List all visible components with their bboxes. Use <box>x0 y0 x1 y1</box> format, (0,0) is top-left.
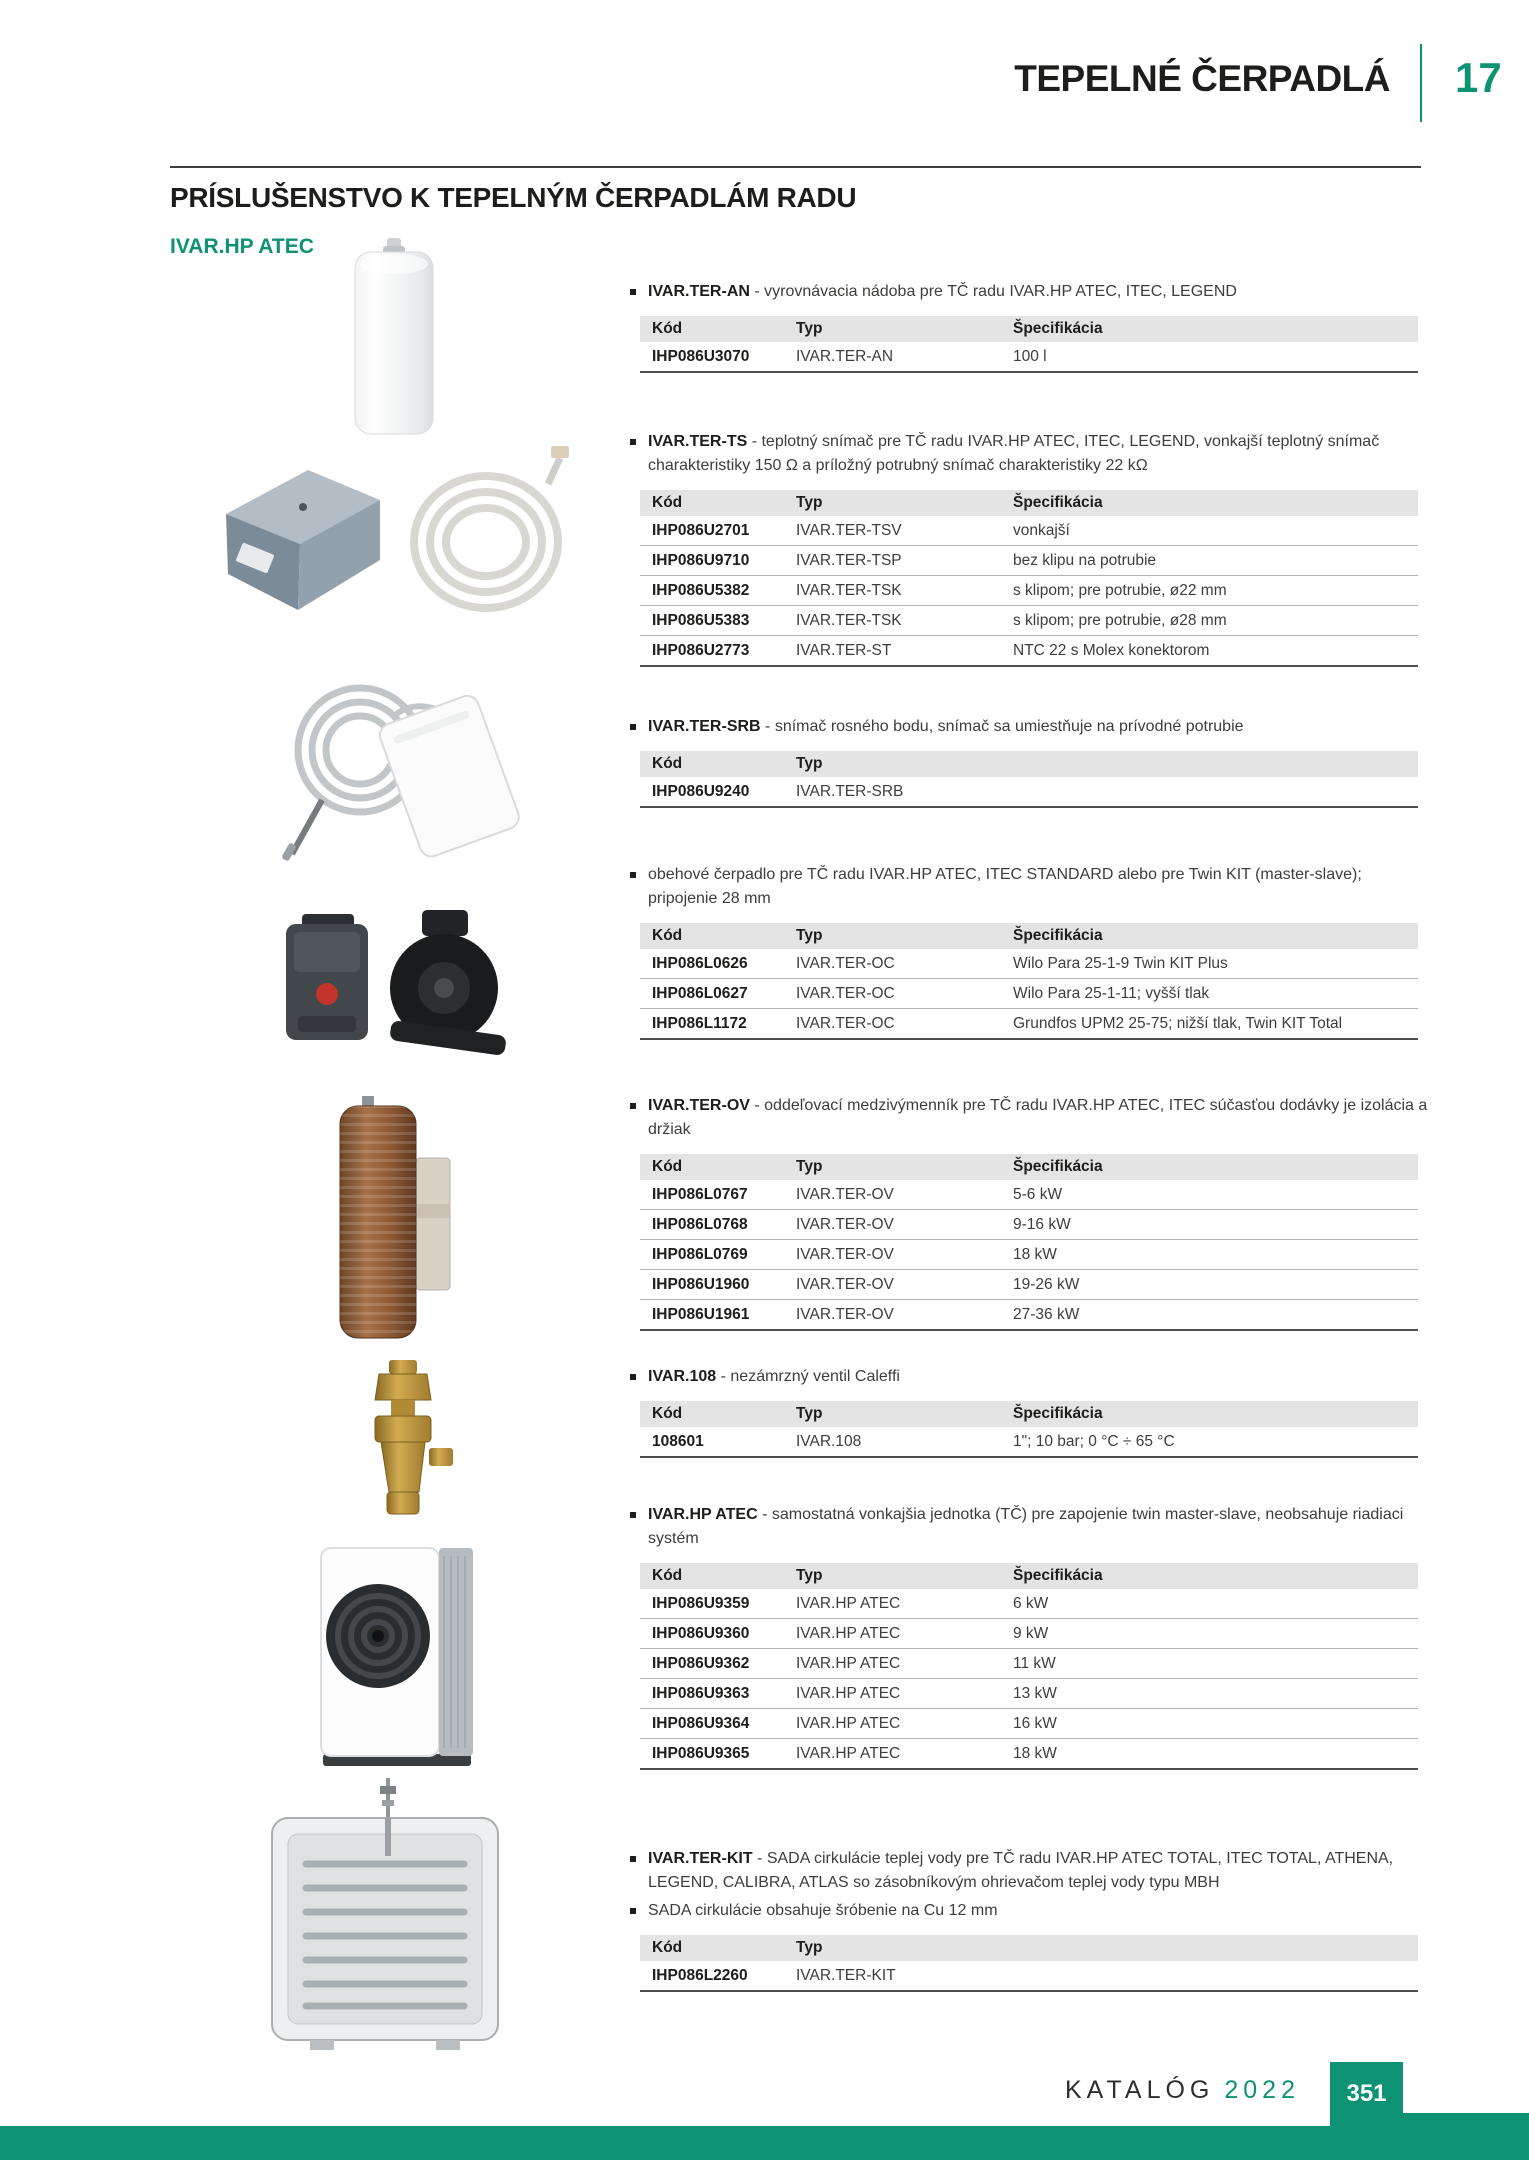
cell-type: IVAR.HP ATEC <box>796 1709 1013 1739</box>
cell-type: IVAR.HP ATEC <box>796 1679 1013 1709</box>
table-row <box>640 1180 1418 1210</box>
spec-table <box>640 316 1418 373</box>
bullet-item <box>628 1847 1428 1895</box>
bullet-item <box>628 280 1428 304</box>
table-row <box>640 949 1418 979</box>
spec-table <box>640 490 1418 667</box>
bullet-text: - teplotný snímač pre TČ radu IVAR.HP ATEC, ITEC, LEGEND, vonkajší teplotný snímač charakteristiky 150 Ω a príložný potrubný snímač charakteristiky 22 kΩ <box>648 433 1380 474</box>
column-header: Kód <box>640 490 796 516</box>
cell-type: IVAR.TER-OV <box>796 1305 894 1323</box>
bullet-list <box>628 430 1428 478</box>
table-row <box>640 636 1418 667</box>
table-row <box>640 1300 1418 1331</box>
series-name: IVAR.HP ATEC <box>170 235 314 258</box>
table-header-row <box>640 1401 1418 1427</box>
table-row <box>640 979 1418 1009</box>
cell-code: IHP086L0626 <box>640 949 796 979</box>
section-ter-kit <box>628 1847 1428 1992</box>
column-header: Typ <box>796 923 1013 949</box>
cell-spec: 100 l <box>1013 347 1047 365</box>
column-header: Kód <box>640 923 796 949</box>
cell-type: IVAR.TER-TSK <box>796 576 1013 606</box>
bullet-text: obehové čerpadlo pre TČ radu IVAR.HP ATEC, ITEC STANDARD alebo pre Twin KIT (master-slave); pripojenie 28 mm <box>648 866 1362 907</box>
cell-type: IVAR.TER-KIT <box>796 1966 896 1984</box>
cell-spec: 13 kW <box>1013 1679 1418 1709</box>
page-number: 351 <box>1346 2080 1387 2107</box>
catalog-label: KATALÓG <box>1064 2076 1215 2104</box>
section-ter-ts <box>628 430 1428 667</box>
spec-table <box>640 923 1418 1040</box>
spec-table <box>640 1154 1418 1331</box>
column-header: Typ <box>796 316 1013 342</box>
bullet-text: - snímač rosného bodu, snímač sa umiestňuje na prívodné potrubie <box>760 718 1244 735</box>
footer-catalog <box>1065 2076 1300 2105</box>
bullet-text: - samostatná vonkajšia jednotka (TČ) pre zapojenie twin master-slave, neobsahuje riadiaci systém <box>648 1506 1404 1547</box>
cell-code: IHP086U1961 <box>652 1305 750 1323</box>
bullet-item <box>628 1899 1428 1923</box>
product-name-lead: IVAR.TER-SRB <box>648 718 761 735</box>
cell-type: IVAR.TER-TSP <box>796 546 1013 576</box>
column-header: Kód <box>640 1935 796 1961</box>
cell-type: IVAR.HP ATEC <box>796 1589 1013 1619</box>
cell-code: IHP086U9240 <box>652 782 750 800</box>
footer-bar <box>0 2126 1529 2160</box>
table-header-row <box>640 751 1418 777</box>
table-row <box>640 777 1418 807</box>
cell-code: IHP086U5383 <box>640 606 796 636</box>
cell-type: IVAR.TER-OV <box>796 1270 1013 1300</box>
cell-code: IHP086U9360 <box>640 1619 796 1649</box>
table-row <box>640 342 1418 372</box>
separation-heat-exchanger-image <box>332 1096 462 1355</box>
bullet-item <box>628 430 1428 478</box>
table-header-row <box>640 1154 1418 1180</box>
table-header-row <box>640 923 1418 949</box>
cell-code: IHP086L0767 <box>640 1180 796 1210</box>
section-ter-ov <box>628 1094 1428 1331</box>
cell-type: IVAR.TER-ST <box>796 641 892 659</box>
table-row <box>640 516 1418 546</box>
expansion-tank-image <box>352 238 436 441</box>
column-header: Kód <box>640 316 796 342</box>
dew-point-sensor-image <box>272 658 522 873</box>
cell-spec: 5-6 kW <box>1013 1180 1418 1210</box>
table-header-row <box>640 316 1418 342</box>
cell-type: IVAR.108 <box>796 1432 862 1450</box>
table-row <box>640 546 1418 576</box>
table-row <box>640 1240 1418 1270</box>
cell-spec: 27-36 kW <box>1013 1305 1080 1323</box>
storage-tank-cutaway-image <box>250 1778 520 2058</box>
cell-type: IVAR.TER-OV <box>796 1210 1013 1240</box>
chapter-number: 17 <box>1455 54 1502 101</box>
column-header: Typ <box>796 1401 1013 1427</box>
bullet-item <box>628 863 1428 911</box>
cell-spec: Wilo Para 25-1-11; vyšší tlak <box>1013 979 1418 1009</box>
column-header: Kód <box>640 1563 796 1589</box>
cell-type: IVAR.TER-OC <box>796 979 1013 1009</box>
bullet-list <box>628 1503 1428 1551</box>
table-header-row <box>640 490 1418 516</box>
cell-code: IHP086U5382 <box>640 576 796 606</box>
cell-type: IVAR.TER-TSK <box>796 606 1013 636</box>
anti-freeze-valve-image <box>349 1360 457 1525</box>
column-header: Špecifikácia <box>1013 1563 1418 1589</box>
sensor-cable-coil-image <box>398 444 576 629</box>
header-rule <box>170 166 1421 168</box>
table-row <box>640 1270 1418 1300</box>
cell-spec: s klipom; pre potrubie, ø22 mm <box>1013 576 1418 606</box>
cell-code: 108601 <box>652 1432 704 1450</box>
table-row <box>640 1009 1418 1040</box>
cell-spec: 6 kW <box>1013 1589 1418 1619</box>
cell-type: IVAR.HP ATEC <box>796 1744 901 1762</box>
cell-spec: 19-26 kW <box>1013 1270 1418 1300</box>
cell-type: IVAR.TER-AN <box>796 347 894 365</box>
cell-spec: 9-16 kW <box>1013 1210 1418 1240</box>
cell-spec: 18 kW <box>1013 1744 1057 1762</box>
column-header: Typ <box>796 1563 1013 1589</box>
table-row <box>640 1210 1418 1240</box>
section-ter-oc <box>628 863 1428 1040</box>
column-header: Špecifikácia <box>1013 923 1418 949</box>
column-header: Typ <box>796 1154 1013 1180</box>
column-header: Špecifikácia <box>1013 1401 1418 1427</box>
chapter-divider <box>1420 44 1422 122</box>
table-row <box>640 1589 1418 1619</box>
cell-spec: vonkajší <box>1013 516 1418 546</box>
cell-spec: 11 kW <box>1013 1649 1418 1679</box>
product-name-lead: IVAR.TER-KIT <box>648 1850 753 1867</box>
section-ivar-108 <box>628 1365 1428 1458</box>
cell-type: IVAR.HP ATEC <box>796 1649 1013 1679</box>
cell-code: IHP086L0768 <box>640 1210 796 1240</box>
column-header: Špecifikácia <box>1013 490 1418 516</box>
cell-type: IVAR.TER-TSV <box>796 516 1013 546</box>
cell-spec: 9 kW <box>1013 1619 1418 1649</box>
bullet-text: - SADA cirkulácie teplej vody pre TČ radu IVAR.HP ATEC TOTAL, ITEC TOTAL, ATHENA, LEGEND, CALIBRA, ATLAS so zásobníkovým ohrievačom teplej vody typu MBH <box>648 1850 1394 1891</box>
page-number-box <box>1330 2062 1403 2126</box>
cell-spec: NTC 22 s Molex konektorom <box>1013 641 1210 659</box>
bullet-list <box>628 1365 1428 1389</box>
cell-code: IHP086U9363 <box>640 1679 796 1709</box>
cell-code: IHP086U3070 <box>652 347 750 365</box>
table-row <box>640 1709 1418 1739</box>
catalog-year: 2022 <box>1224 2076 1300 2104</box>
bullet-item <box>628 1094 1428 1142</box>
product-name-lead: IVAR.HP ATEC <box>648 1506 758 1523</box>
chapter-title: TEPELNÉ ČERPADLÁ <box>1014 58 1390 99</box>
column-header: Kód <box>640 1401 796 1427</box>
table-header-row <box>640 1563 1418 1589</box>
cell-code: IHP086U2701 <box>640 516 796 546</box>
cell-spec: 18 kW <box>1013 1240 1418 1270</box>
column-header: Typ <box>796 751 1418 777</box>
cell-code: IHP086L0627 <box>640 979 796 1009</box>
cell-spec: s klipom; pre potrubie, ø28 mm <box>1013 606 1418 636</box>
cell-spec: 16 kW <box>1013 1709 1418 1739</box>
cell-code: IHP086U9710 <box>640 546 796 576</box>
outdoor-unit-image <box>315 1540 479 1777</box>
temperature-sensor-box-image <box>208 452 393 625</box>
table-row <box>640 1679 1418 1709</box>
bullet-text: - oddeľovací medzivýmenník pre TČ radu IVAR.HP ATEC, ITEC súčasťou dodávky je izolácia a držiak <box>648 1097 1428 1138</box>
cell-code: IHP086U9364 <box>640 1709 796 1739</box>
table-row <box>640 1739 1418 1770</box>
spec-table <box>640 751 1418 808</box>
cell-type: IVAR.TER-OC <box>796 949 1013 979</box>
bullet-item <box>628 715 1428 739</box>
cell-type: IVAR.TER-OV <box>796 1180 1013 1210</box>
bullet-list <box>628 863 1428 911</box>
bullet-item <box>628 1365 1428 1389</box>
product-name-lead: IVAR.TER-OV <box>648 1097 750 1114</box>
bullet-list <box>628 715 1428 739</box>
cell-code: IHP086L1172 <box>652 1014 747 1032</box>
product-name-lead: IVAR.TER-TS <box>648 433 748 450</box>
spec-table <box>640 1563 1418 1770</box>
column-header: Kód <box>640 1154 796 1180</box>
column-header: Špecifikácia <box>1013 1154 1418 1180</box>
cell-code: IHP086L0769 <box>640 1240 796 1270</box>
cell-spec: 1"; 10 bar; 0 °C ÷ 65 °C <box>1013 1432 1175 1450</box>
table-row <box>640 606 1418 636</box>
cell-code: IHP086U1960 <box>640 1270 796 1300</box>
product-name-lead: IVAR.TER-AN <box>648 283 750 300</box>
cell-code: IHP086U9365 <box>652 1744 750 1762</box>
bullet-item <box>628 1503 1428 1551</box>
circulation-pumps-image <box>272 896 512 1073</box>
cell-code: IHP086L2260 <box>652 1966 748 1984</box>
table-row <box>640 1619 1418 1649</box>
table-header-row <box>640 1935 1418 1961</box>
table-row <box>640 1649 1418 1679</box>
product-name-lead: IVAR.108 <box>648 1368 717 1385</box>
bullet-list <box>628 1094 1428 1142</box>
cell-type: IVAR.TER-SRB <box>796 782 904 800</box>
cell-type: IVAR.HP ATEC <box>796 1619 1013 1649</box>
table-row <box>640 1427 1418 1457</box>
column-header: Špecifikácia <box>1013 316 1418 342</box>
section-ter-srb <box>628 715 1428 808</box>
bullet-text: - nezámrzný ventil Caleffi <box>716 1368 900 1385</box>
cell-code: IHP086U2773 <box>652 641 750 659</box>
section-hp-atec <box>628 1503 1428 1770</box>
cell-spec: Wilo Para 25-1-9 Twin KIT Plus <box>1013 949 1418 979</box>
cell-spec: bez klipu na potrubie <box>1013 546 1418 576</box>
column-header: Typ <box>796 490 1013 516</box>
bullet-list <box>628 1847 1428 1923</box>
section-ter-an <box>628 280 1428 373</box>
bullet-text: SADA cirkulácie obsahuje šróbenie na Cu 12 mm <box>648 1902 998 1919</box>
spec-table <box>640 1935 1418 1992</box>
spec-table <box>640 1401 1418 1458</box>
cell-code: IHP086U9362 <box>640 1649 796 1679</box>
cell-type: IVAR.TER-OC <box>796 1014 895 1032</box>
bullet-text: - vyrovnávacia nádoba pre TČ radu IVAR.HP ATEC, ITEC, LEGEND <box>749 283 1237 300</box>
cell-type: IVAR.TER-OV <box>796 1240 1013 1270</box>
cell-code: IHP086U9359 <box>640 1589 796 1619</box>
table-row <box>640 576 1418 606</box>
column-header: Kód <box>640 751 796 777</box>
bullet-list <box>628 280 1428 304</box>
cell-spec: Grundfos UPM2 25-75; nižší tlak, Twin KIT Total <box>1013 1014 1343 1032</box>
page-title: PRÍSLUŠENSTVO K TEPELNÝM ČERPADLÁM RADU <box>170 182 857 213</box>
column-header: Typ <box>796 1935 1418 1961</box>
table-row <box>640 1961 1418 1991</box>
